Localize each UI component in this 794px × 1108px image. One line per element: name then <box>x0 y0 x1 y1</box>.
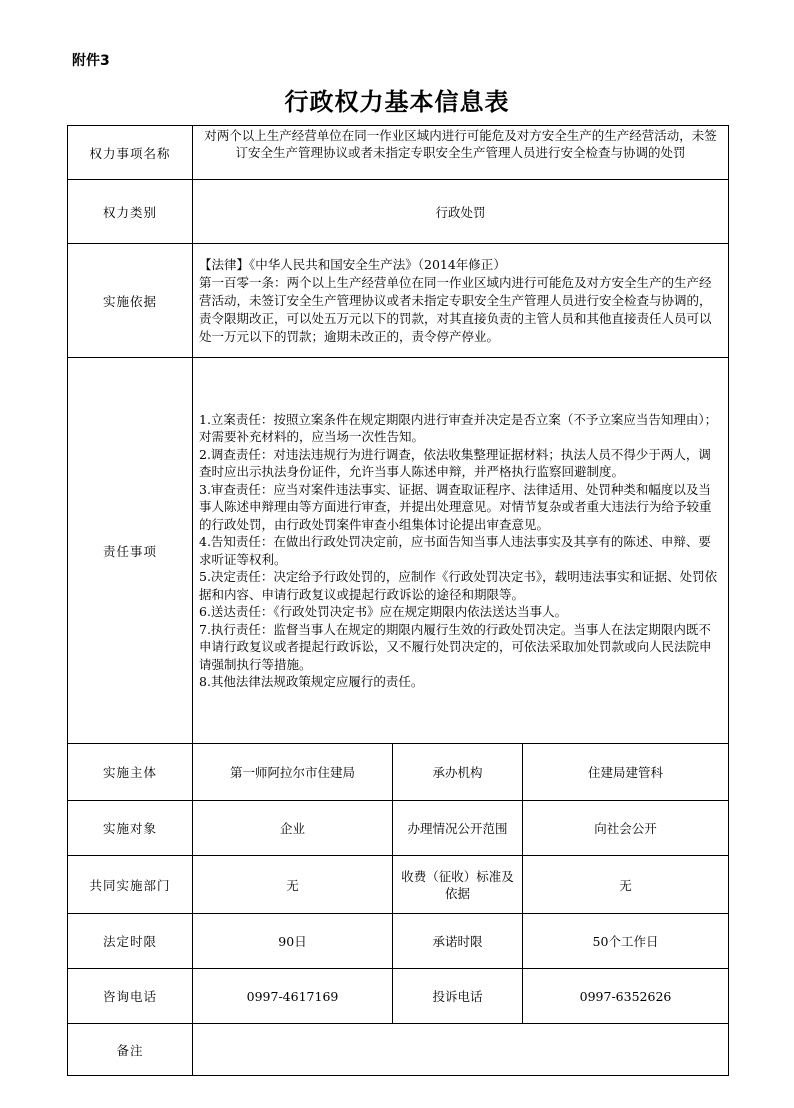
duty-item: 4.告知责任：在做出行政处罚决定前，应书面告知当事人违法事实及其享有的陈述、申辩、要求听证等权利。 <box>199 534 711 567</box>
promise-limit-value: 50个工作日 <box>523 914 729 969</box>
basis-label: 实施依据 <box>68 244 193 358</box>
time-limit-label: 法定时限 <box>68 914 193 969</box>
duty-item: 7.执行责任：监督当事人在规定的期限内履行生效的行政处罚决定。当事人在法定期限内既不申请行政复议或者提起行政诉讼，又不履行处罚决定的，可依法采取加处罚款或向人民法院申请强制执行等措施。 <box>199 621 712 672</box>
duty-item: 1.立案责任：按照立案条件在规定期限内进行审查并决定是否立案（不予立案应当告知理由）；对需要补充材料的，应当场一次性告知。 <box>199 411 718 444</box>
duty-item: 5.决定责任：决定给予行政处罚的，应制作《行政处罚决定书》，载明违法事实和证据、处罚依据和内容、申请行政复议或提起行政诉讼的途径和期限等。 <box>199 569 718 602</box>
duties-list <box>193 408 728 694</box>
consult-phone-label: 咨询电话 <box>68 969 193 1024</box>
row-subject <box>68 744 729 801</box>
power-name-label: 权力事项名称 <box>68 126 193 180</box>
power-name-value: 对两个以上生产经营单位在同一作业区域内进行可能危及对方安全生产的生产经营活动，未签订安全生产管理协议或者未指定专职安全生产管理人员进行安全检查与协调的处罚 <box>204 128 717 160</box>
duty-item: 2.调查责任：对违法违规行为进行调查，依法收集整理证据材料；执法人员不得少于两人，调查时应出示执法身份证件，允许当事人陈述申辩，并严格执行监察回避制度。 <box>199 446 711 479</box>
complaint-phone-value: 0997-6352626 <box>523 969 729 1024</box>
duty-item: 6.送达责任：《行政处罚决定书》应在规定期限内依法送达当事人。 <box>199 604 568 619</box>
subject-label: 实施主体 <box>68 744 193 801</box>
duties-label: 责任事项 <box>68 358 193 744</box>
target-value: 企业 <box>193 801 393 856</box>
consult-phone-value: 0997-4617169 <box>193 969 393 1024</box>
fee-value: 无 <box>523 856 729 914</box>
promise-limit-label: 承诺时限 <box>393 914 523 969</box>
complaint-phone-label: 投诉电话 <box>393 969 523 1024</box>
remark-value <box>193 1024 729 1076</box>
page-title: 行政权力基本信息表 <box>284 88 510 116</box>
joint-value: 无 <box>193 856 393 914</box>
power-name-cell <box>193 126 729 180</box>
row-power-name <box>68 126 729 180</box>
row-time <box>68 914 729 969</box>
attachment-label: 附件3 <box>72 53 110 69</box>
basis-law: 【法律】《中华人民共和国安全生产法》（2014年修正） <box>199 256 506 272</box>
row-joint <box>68 856 729 914</box>
info-table <box>67 125 729 1076</box>
organizer-value: 住建局建管科 <box>523 744 729 801</box>
row-target <box>68 801 729 856</box>
disclosure-value: 向社会公开 <box>523 801 729 856</box>
row-power-type <box>68 180 729 244</box>
power-type-label: 权力类别 <box>68 180 193 244</box>
basis-article: 第一百零一条：两个以上生产经营单位在同一作业区域内进行可能危及对方安全生产的生产经营活动，未签订安全生产管理协议或者未指定专职安全生产管理人员进行安全检查与协调的，责令限期改正，可以处五万元以下的罚款，对其直接负责的主管人员和其他直接责任人员可以处一万元以下的罚款；逾期未改正的，责令停产停业。 <box>199 274 712 344</box>
time-limit-value: 90日 <box>193 914 393 969</box>
row-duties <box>68 358 729 744</box>
row-basis <box>68 244 729 358</box>
duty-item: 3.审查责任：应当对案件违法事实、证据、调查取证程序、法律适用、处罚种类和幅度以及当事人陈述申辩理由等方面进行审查，并提出处理意见。对情节复杂或者重大违法行为给予较重的行政处罚，由行政处罚案件审查小组集体讨论提出审查意见。 <box>199 481 712 532</box>
fee-label: 收费（征收）标准及依据 <box>393 856 523 914</box>
remark-label: 备注 <box>68 1024 193 1076</box>
row-remark <box>68 1024 729 1076</box>
subject-value: 第一师阿拉尔市住建局 <box>193 744 393 801</box>
duties-cell <box>193 358 729 744</box>
organizer-label: 承办机构 <box>393 744 523 801</box>
row-phone <box>68 969 729 1024</box>
duty-item: 8.其他法律法规政策规定应履行的责任。 <box>199 674 424 689</box>
target-label: 实施对象 <box>68 801 193 856</box>
power-type-value: 行政处罚 <box>193 180 729 244</box>
disclosure-label: 办理情况公开范围 <box>393 801 523 856</box>
joint-label: 共同实施部门 <box>68 856 193 914</box>
basis-cell <box>193 244 729 358</box>
